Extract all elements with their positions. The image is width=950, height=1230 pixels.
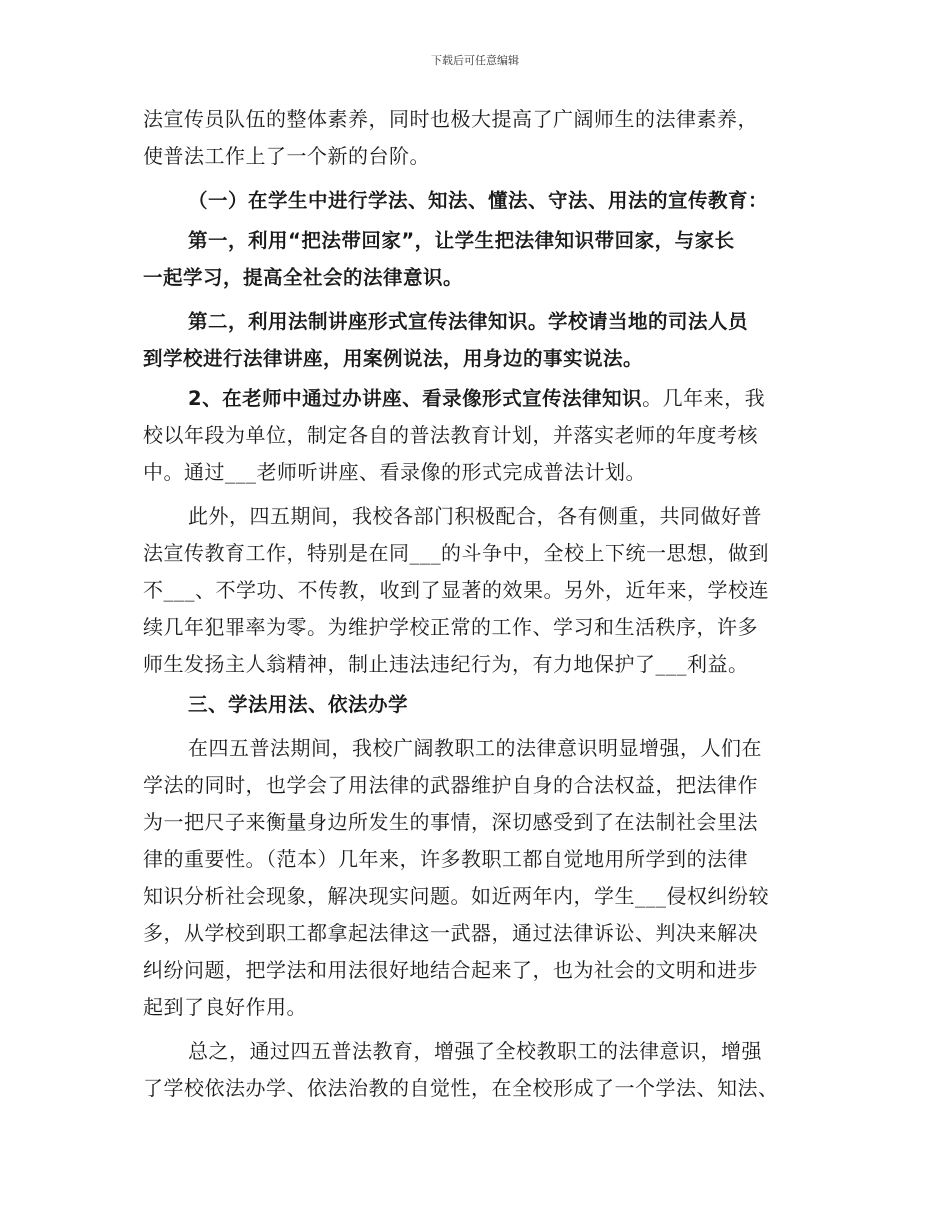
text-line-bold: 第二，利用法制讲座形式宣传法律知识。学校请当地的司法人员 (188, 310, 749, 333)
text-line: 法宣传教育工作，特别是在同___的斗争中，全校上下统一思想，做到 (143, 541, 769, 565)
page-header-caption: 下载后可任意编辑 (431, 54, 519, 67)
section-heading: 三、学法用法、依法办学 (188, 693, 409, 716)
text-run: 。几年来，我 (642, 386, 766, 410)
text-line: 总之，通过四五普法教育，增强了全校教职工的法律意识，增强 (188, 1039, 762, 1063)
text-line: 校以年段为单位，制定各自的普法教育计划，并落实老师的年度考核 (143, 423, 758, 447)
text-line: 起到了良好作用。 (143, 995, 307, 1019)
text-line: 律的重要性。（范本）几年来，许多教职工都自觉地用所学到的法律 (143, 847, 748, 871)
text-line: 纠纷问题，把学法和用法很好地结合起来了，也为社会的文明和进步 (143, 958, 758, 982)
text-line-bold: 第一，利用“把法带回家”，让学生把法律知识带回家，与家长 (188, 229, 735, 252)
text-line (143, 380, 823, 417)
document-body (143, 101, 823, 1107)
text-line-bold: 到学校进行法律讲座，用案例说法，用身边的事实说法。 (143, 347, 644, 370)
section-heading: （一）在学生中进行学法、知法、懂法、守法、用法的宣传教育： (188, 189, 769, 212)
text-line: 此外，四五期间，我校各部门积极配合，各有侧重，共同做好普 (188, 504, 762, 528)
text-line: 中。通过___老师听讲座、看录像的形式完成普法计划。 (143, 460, 646, 484)
text-line: 在四五普法期间，我校广阔教职工的法律意识明显增强，人们在 (188, 736, 762, 760)
text-line: 续几年犯罪率为零。为维护学校正常的工作、学习和生活秩序，许多 (143, 615, 758, 639)
text-line: 使普法工作上了一个新的台阶。 (143, 144, 430, 168)
text-line: 学法的同时，也学会了用法律的武器维护自身的合法权益，把法律作 (143, 773, 758, 797)
bold-lead-in: 2、在老师中通过办讲座、看录像形式宣传法律知识 (188, 387, 643, 410)
text-line: 为一把尺子来衡量身边所发生的事情，深切感受到了在法制社会里法 (143, 810, 758, 834)
text-line: 了学校依法办学、依法治教的自觉性，在全校形成了一个学法、知法、 (143, 1076, 779, 1100)
text-line-bold: 一起学习，提高全社会的法律意识。 (143, 266, 464, 289)
text-line: 知识分析社会现象，解决现实问题。如近两年内，学生___侵权纠纷较 (143, 884, 769, 908)
text-line: 法宣传员队伍的整体素养，同时也极大提高了广阔师生的法律素养， (143, 107, 758, 131)
text-line: 多，从学校到职工都拿起法律这一武器，通过法律诉讼、判决来解决 (143, 921, 758, 945)
text-line: 不___、不学功、不传教，收到了显著的效果。另外，近年来，学校连 (143, 578, 769, 602)
text-line: 师生发扬主人翁精神，制止违法违纪行为，有力地保护了___利益。 (143, 652, 749, 676)
